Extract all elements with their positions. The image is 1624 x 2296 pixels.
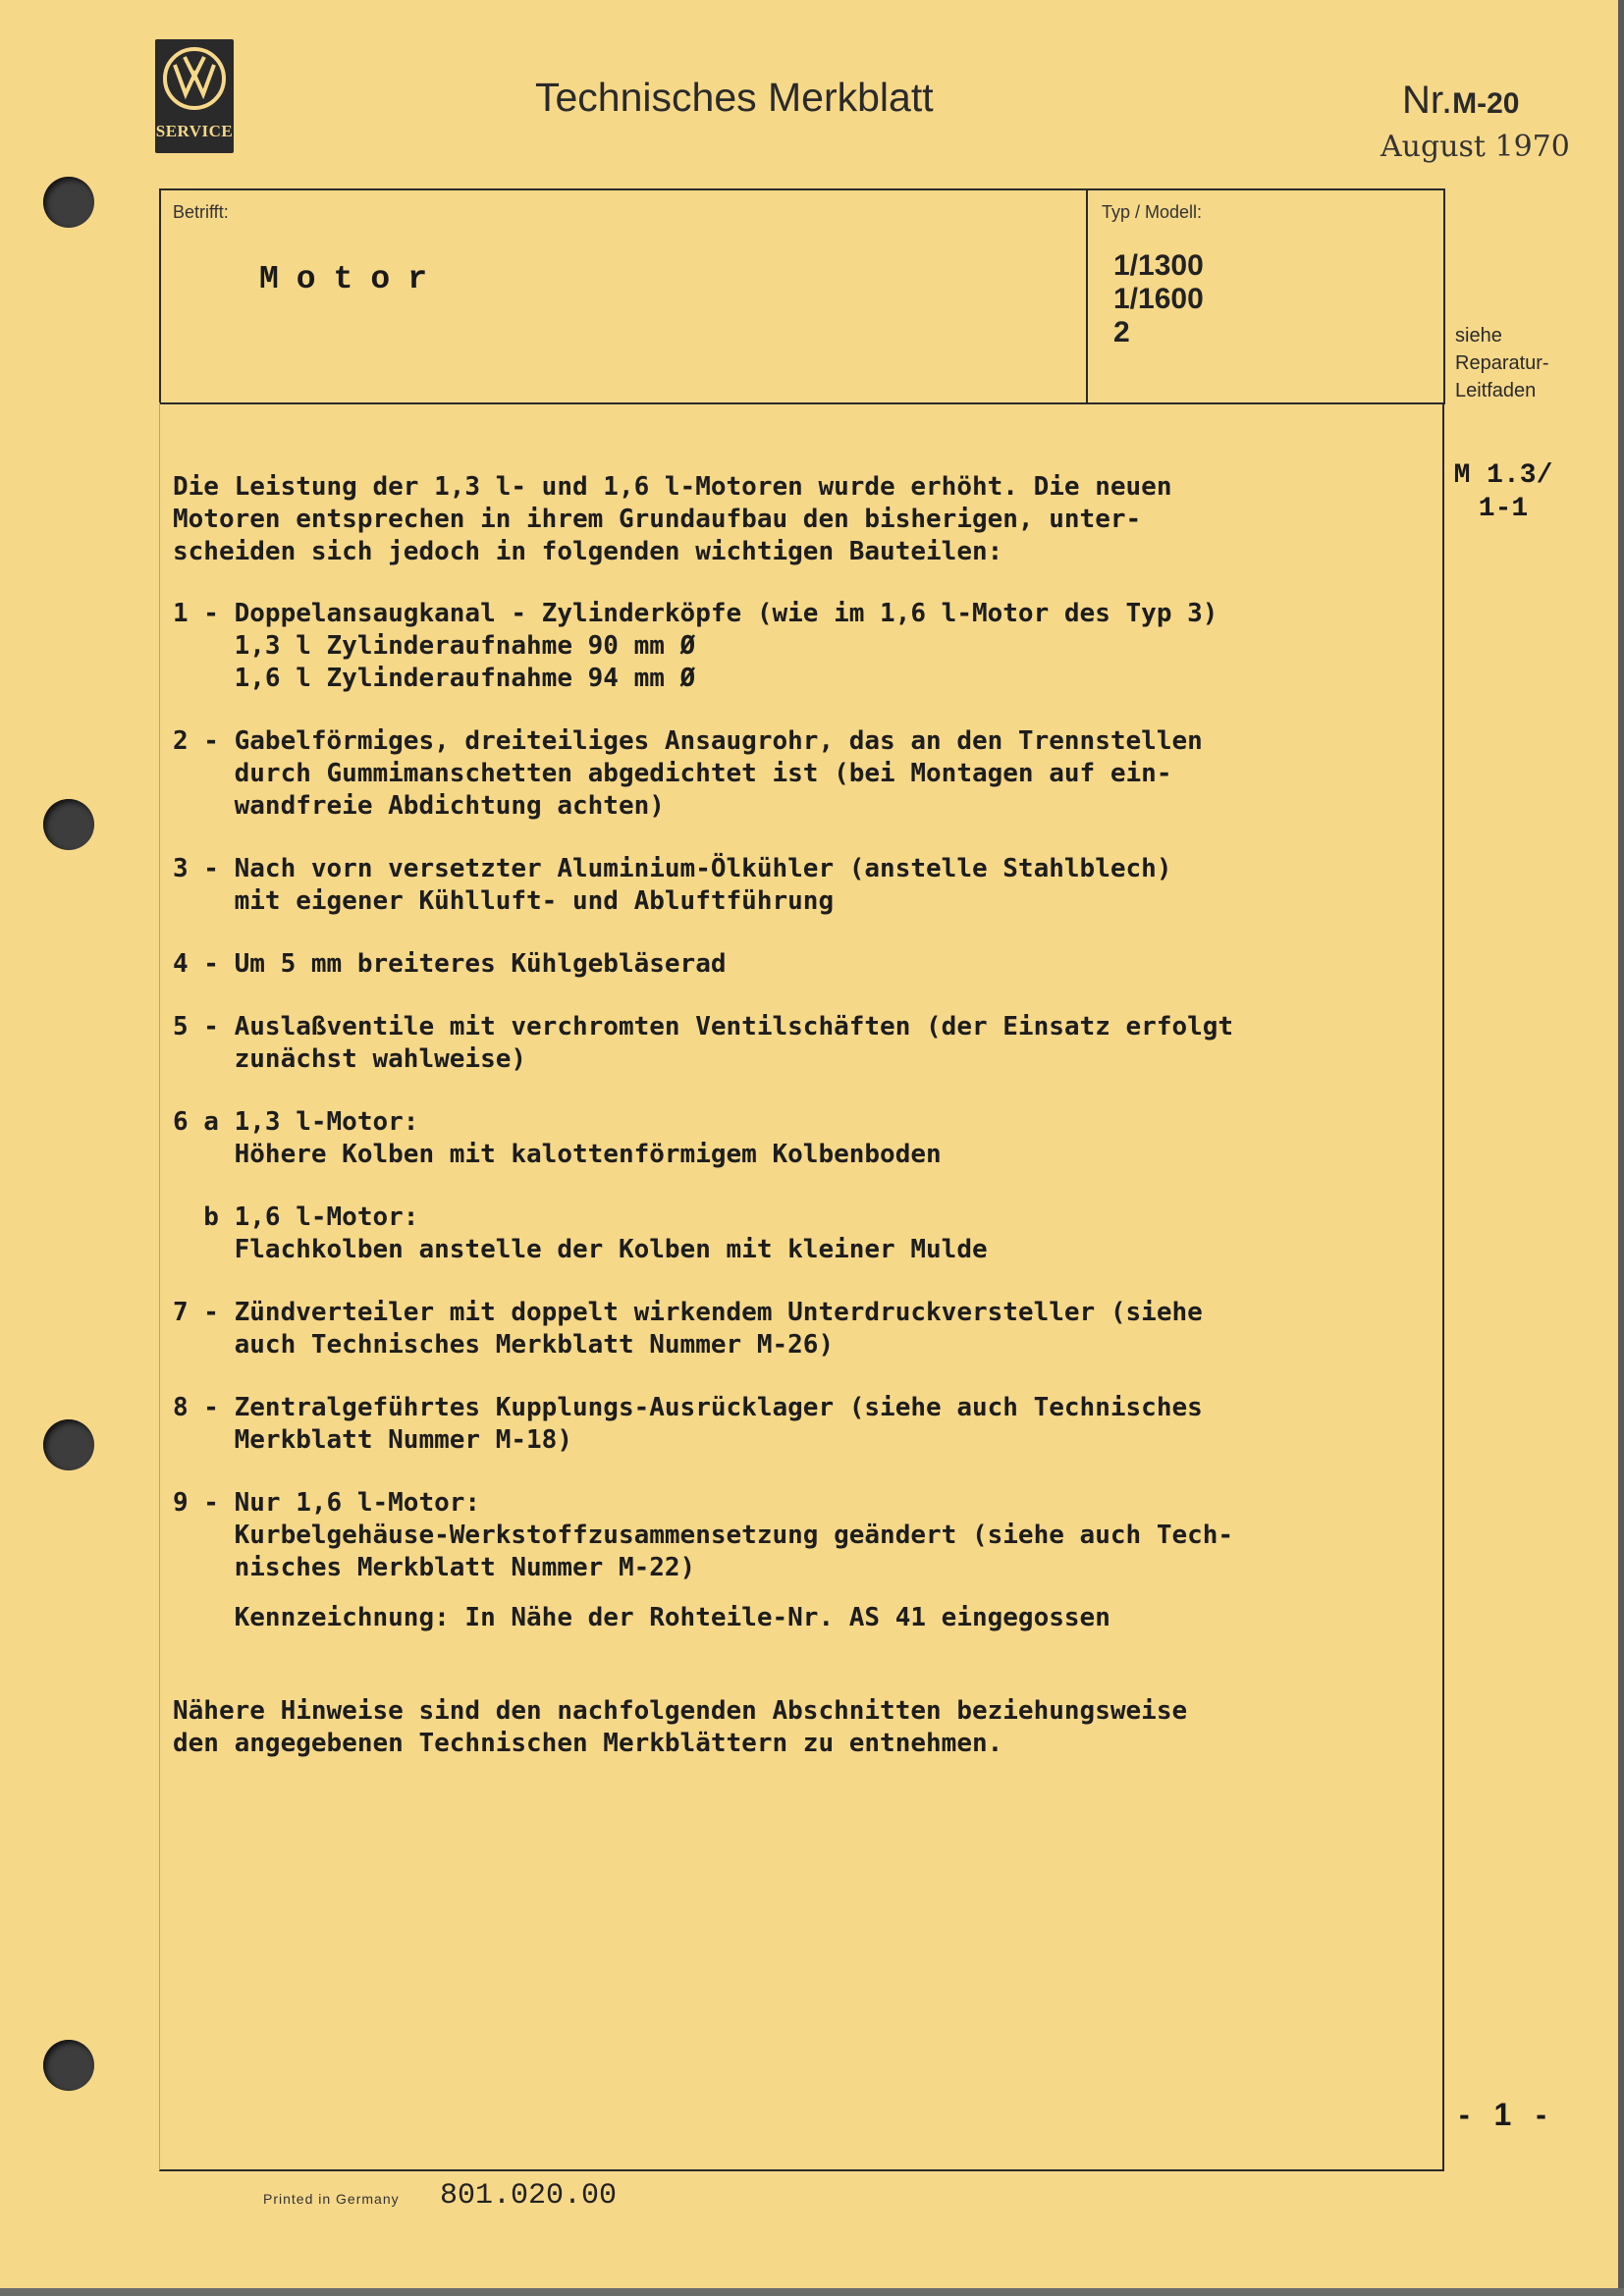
number-prefix: Nr.	[1402, 79, 1453, 122]
page-number: - 1 -	[1459, 2097, 1554, 2132]
guide-reference	[1449, 459, 1557, 526]
printed-in-label: Printed in Germany	[263, 2191, 400, 2207]
page-edge	[1618, 0, 1624, 2296]
note-line: siehe	[1455, 325, 1502, 347]
note-line: Reparatur-	[1455, 352, 1549, 374]
repair-guide-note	[1455, 322, 1549, 404]
vw-emblem-icon	[161, 45, 228, 112]
list-item: 5 - Auslaßventile mit verchromten Ventilschäften (der Einsatz erfolgt zunächst wahlweise)	[173, 1012, 1234, 1074]
closing-paragraph: Nähere Hinweise sind den nachfolgenden Abschnitten beziehungsweise den angegebenen Technischen Merkblättern zu entnehmen.	[173, 1696, 1188, 1758]
punch-hole	[43, 799, 94, 850]
list-item: 1 - Doppelansaugkanal - Zylinderköpfe (wie im 1,6 l-Motor des Typ 3) 1,3 l Zylinderaufnahme 90 mm Ø 1,6 l Zylinderaufnahme 94 mm Ø	[173, 599, 1218, 693]
model-label: Typ / Modell:	[1102, 202, 1203, 222]
list-item: Kennzeichnung: In Nähe der Rohteile-Nr. AS 41 eingegossen	[173, 1603, 1110, 1632]
reference-line: M 1.3/	[1453, 460, 1553, 491]
list-item: 3 - Nach vorn versetzter Aluminium-Ölkühler (anstelle Stahlblech) mit eigener Kühlluft- und Abluftführung	[173, 854, 1172, 916]
model-item: 2	[1113, 316, 1130, 348]
intro-paragraph: Die Leistung der 1,3 l- und 1,6 l-Motoren wurde erhöht. Die neuen Motoren entsprechen in ihrem Grundaufbau den bisherigen, unter- scheiden sich jedoch in folgenden wichtigen Bauteilen:	[173, 472, 1172, 566]
box-divider	[1086, 188, 1088, 402]
document-date: August 1970	[1380, 130, 1570, 164]
list-item: 7 - Zündverteiler mit doppelt wirkendem Unterdruckversteller (siehe auch Technisches Merkblatt Nummer M-26)	[173, 1298, 1203, 1360]
subject-text: Motor	[259, 261, 446, 297]
document-number	[1402, 79, 1519, 123]
body-text	[173, 471, 1430, 1760]
punch-hole	[43, 1419, 94, 1470]
list-item: 9 - Nur 1,6 l-Motor: Kurbelgehäuse-Werkstoffzusammensetzung geändert (siehe auch Tech- nisches Merkblatt Nummer M-22)	[173, 1488, 1234, 1582]
model-item: 1/1300	[1113, 249, 1204, 282]
number-code: M-20	[1452, 87, 1520, 120]
logo-text: SERVICE	[155, 122, 234, 140]
punch-hole	[43, 2040, 94, 2091]
list-item: 8 - Zentralgeführtes Kupplungs-Ausrücklager (siehe auch Technisches Merkblatt Nummer M-18)	[173, 1393, 1203, 1455]
list-item: 4 - Um 5 mm breiteres Kühlgebläserad	[173, 949, 727, 979]
reference-line: 1-1	[1478, 494, 1529, 524]
print-code: 801.020.00	[440, 2179, 618, 2213]
vw-service-logo	[155, 39, 234, 153]
document-title: Technisches Merkblatt	[535, 75, 934, 120]
list-item: 2 - Gabelförmiges, dreiteiliges Ansaugrohr, das an den Trennstellen durch Gummimanschetten abgedichtet ist (bei Montagen auf ein- wandfreie Abdichtung achten)	[173, 726, 1203, 821]
subject-label: Betrifft:	[173, 202, 229, 222]
model-list	[1113, 249, 1204, 349]
list-item: 6 a 1,3 l-Motor: Höhere Kolben mit kalottenförmigem Kolbenboden	[173, 1107, 942, 1169]
punch-hole	[43, 177, 94, 228]
page-bottom-edge	[0, 2288, 1624, 2296]
note-line: Leitfaden	[1455, 380, 1537, 401]
model-item: 1/1600	[1113, 283, 1204, 315]
list-item: b 1,6 l-Motor: Flachkolben anstelle der Kolben mit kleiner Mulde	[203, 1202, 988, 1264]
